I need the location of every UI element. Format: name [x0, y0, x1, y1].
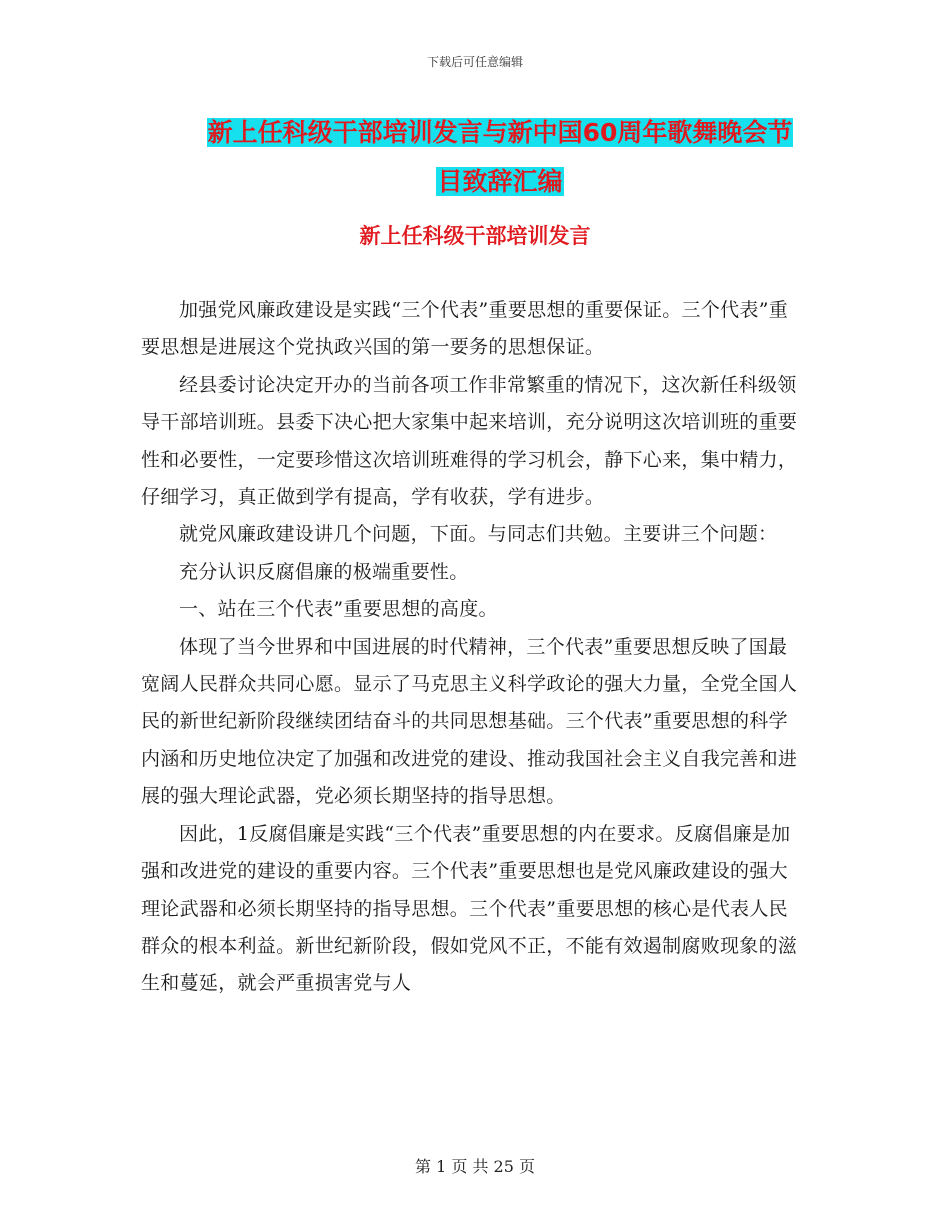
paragraph: 经县委讨论决定开办的当前各项工作非常繁重的情况下，这次新任科级领导干部培训班。县委下决心把大家集中起来培训，充分说明这次培训班的重要性和必要性，一定要珍惜这次培训班难得的学习机会，静下心来，集中精力，仔细学习，真正做到学有提高，学有收获，学有进步。: [141, 373, 798, 509]
document-body: [141, 292, 801, 1003]
document-title-line-1: 新上任科级干部培训发言与新中国60周年歌舞晚会节: [207, 118, 793, 147]
section-title: 新上任科级干部培训发言: [359, 224, 591, 248]
page-footer: 第 1 页 共 25 页: [415, 1157, 535, 1176]
document-title: [150, 108, 850, 206]
paragraph: 就党风廉政建设讲几个问题，下面。与同志们共勉。主要讲三个问题：: [179, 523, 778, 546]
paragraph: 加强党风廉政建设是实践“三个代表”重要思想的重要保证。三个代表”重要思想是进展这个党执政兴国的第一要务的思想保证。: [141, 299, 789, 359]
paragraph: 充分认识反腐倡廉的极端重要性。: [179, 560, 469, 583]
document-title-line-2: 目致辞汇编: [437, 167, 563, 196]
paragraph: 一、站在三个代表”重要思想的高度。: [179, 598, 498, 621]
paragraph: 因此，1反腐倡廉是实践“三个代表”重要思想的内在要求。反腐倡廉是加强和改进党的建设的重要内容。三个代表”重要思想也是党风廉政建设的强大理论武器和必须长期坚持的指导思想。三个代表”重要思想的核心是代表人民群众的根本利益。新世纪新阶段，假如党风不正，不能有效遏制腐败现象的滋生和蔓延，就会严重损害党与人: [141, 822, 798, 995]
paragraph: 体现了当今世界和中国进展的时代精神，三个代表”重要思想反映了国最宽阔人民群众共同心愿。显示了马克思主义科学政论的强大力量，全党全国人民的新世纪新阶段继续团结奋斗的共同思想基础。三个代表”重要思想的科学内涵和历史地位决定了加强和改进党的建设、推动我国社会主义自我完善和进展的强大理论武器，党必须长期坚持的指导思想。: [141, 635, 798, 808]
header-note: 下载后可任意编辑: [426, 55, 523, 69]
